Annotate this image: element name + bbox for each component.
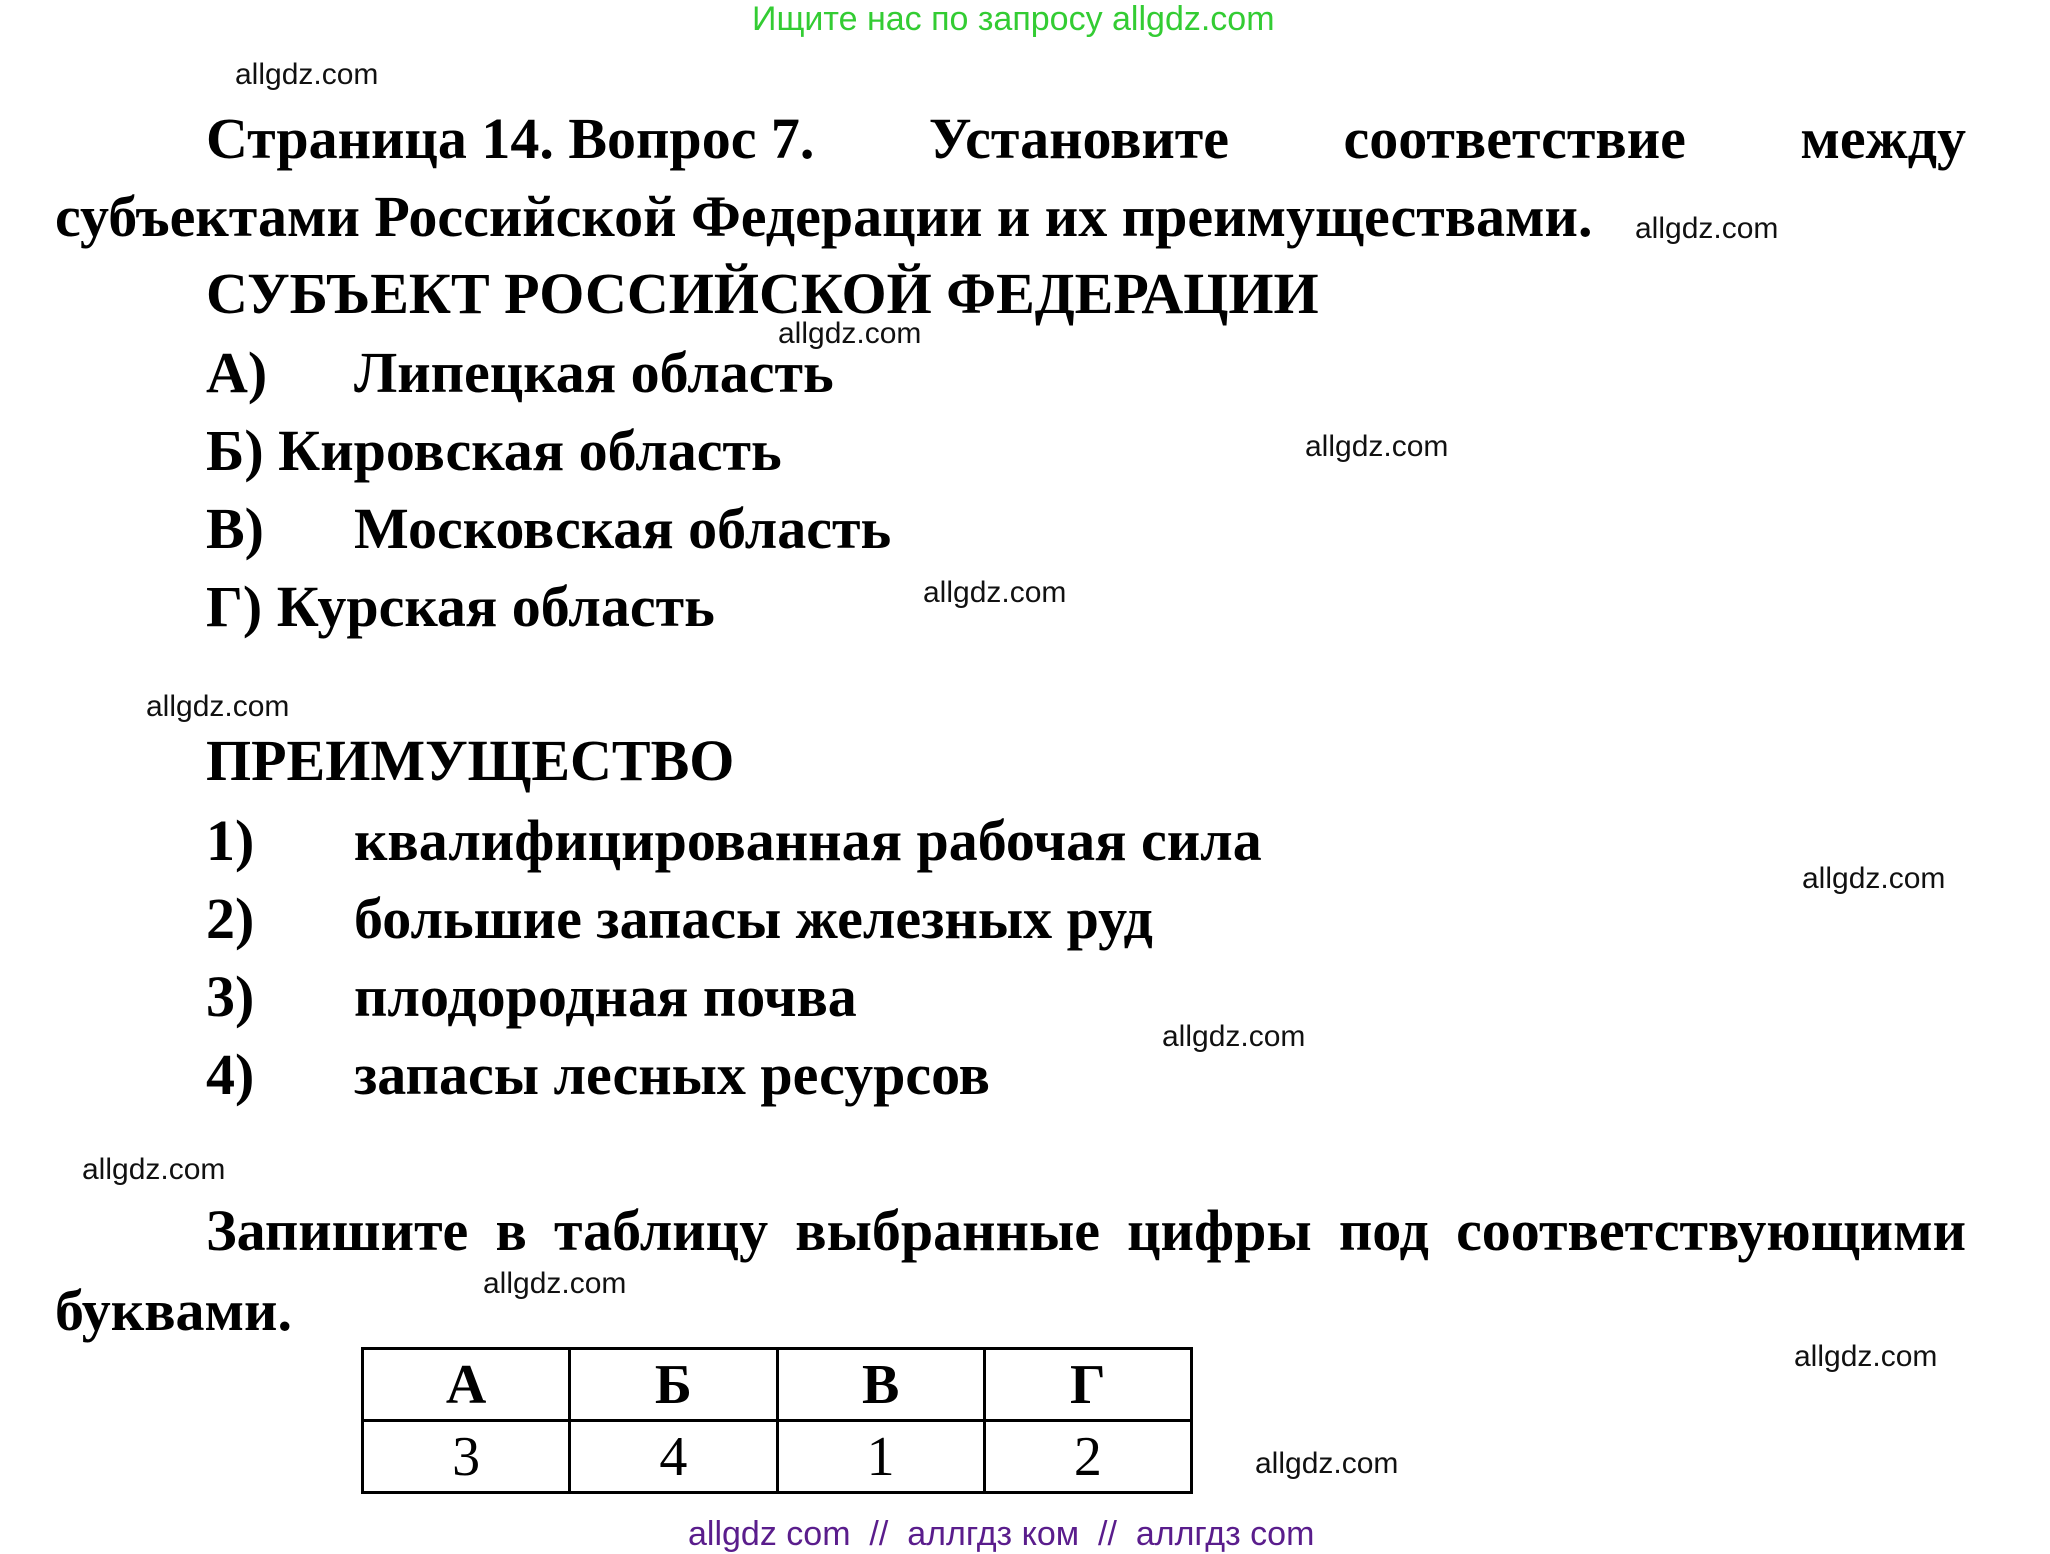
answer-table-value-cell: 4 bbox=[570, 1421, 777, 1493]
subject-item-g bbox=[206, 574, 715, 639]
answer-table-header-cell: Г bbox=[984, 1349, 1191, 1421]
question-line-2: субъектами Российской Федерации и их преимуществами. bbox=[55, 184, 1593, 249]
instruction-word: Запишите bbox=[206, 1198, 469, 1263]
instruction-word: выбранные bbox=[795, 1198, 1100, 1263]
advantages-heading: ПРЕИМУЩЕСТВО bbox=[206, 728, 735, 793]
watermark: allgdz.com bbox=[1635, 212, 1779, 245]
subject-name: Кировская область bbox=[278, 418, 782, 483]
advantage-item-4 bbox=[206, 1042, 990, 1107]
advantage-text: квалифицированная рабочая сила bbox=[354, 808, 1262, 873]
footer-part: allgdz com bbox=[688, 1515, 851, 1553]
footer-part: аллгдз ком bbox=[907, 1515, 1080, 1553]
answer-table-value-cell: 3 bbox=[363, 1421, 570, 1493]
watermark: allgdz.com bbox=[146, 690, 290, 723]
subject-letter: Б) bbox=[206, 418, 264, 483]
advantage-number: 4) bbox=[206, 1042, 255, 1107]
top-banner: Ищите нас по запросу allgdz.com bbox=[752, 0, 1275, 38]
advantage-number: 3) bbox=[206, 964, 255, 1029]
answer-table-header-cell: В bbox=[777, 1349, 984, 1421]
question-label: Страница 14. Вопрос 7. bbox=[206, 106, 815, 171]
watermark: allgdz.com bbox=[235, 58, 379, 91]
subject-item-a bbox=[206, 340, 834, 405]
subject-letter: В) bbox=[206, 496, 264, 561]
footer-separator: // bbox=[1098, 1515, 1117, 1553]
advantage-item-2 bbox=[206, 886, 1153, 951]
answer-table-value-cell: 2 bbox=[984, 1421, 1191, 1493]
answer-table-value-row bbox=[363, 1421, 1192, 1493]
footer-links bbox=[688, 1515, 1314, 1554]
instruction-line-2: буквами. bbox=[55, 1278, 292, 1343]
answer-table bbox=[361, 1347, 1193, 1494]
subject-name: Липецкая область bbox=[354, 340, 834, 405]
subject-item-v bbox=[206, 496, 892, 561]
watermark: allgdz.com bbox=[1255, 1447, 1399, 1480]
advantage-number: 1) bbox=[206, 808, 255, 873]
instruction-word: соответствующими bbox=[1456, 1198, 1966, 1263]
watermark: allgdz.com bbox=[1794, 1340, 1938, 1373]
subject-name: Курская область bbox=[276, 574, 715, 639]
advantage-text: плодородная почва bbox=[354, 964, 857, 1029]
subject-letter: А) bbox=[206, 340, 268, 405]
watermark: allgdz.com bbox=[1162, 1020, 1306, 1053]
advantage-item-1 bbox=[206, 808, 1262, 873]
instruction-line-1 bbox=[206, 1198, 1966, 1263]
question-word: соответствие bbox=[1343, 106, 1686, 171]
footer-part: аллгдз com bbox=[1135, 1515, 1315, 1553]
answer-table-header-cell: Б bbox=[570, 1349, 777, 1421]
advantage-text: запасы лесных ресурсов bbox=[354, 1042, 990, 1107]
subject-item-b bbox=[206, 418, 782, 483]
advantage-item-3 bbox=[206, 964, 857, 1029]
subject-letter: Г) bbox=[206, 574, 263, 639]
answer-table-header-cell: А bbox=[363, 1349, 570, 1421]
question-header bbox=[206, 106, 1966, 171]
instruction-word: таблицу bbox=[553, 1198, 769, 1263]
watermark: allgdz.com bbox=[483, 1267, 627, 1300]
instruction-word: под bbox=[1338, 1198, 1429, 1263]
advantage-number: 2) bbox=[206, 886, 255, 951]
subject-name: Московская область bbox=[354, 496, 892, 561]
instruction-word: в bbox=[495, 1198, 527, 1263]
instruction-word: цифры bbox=[1127, 1198, 1312, 1263]
watermark: allgdz.com bbox=[1305, 430, 1449, 463]
watermark: allgdz.com bbox=[778, 317, 922, 350]
watermark: allgdz.com bbox=[82, 1153, 226, 1186]
watermark: allgdz.com bbox=[1802, 862, 1946, 895]
answer-table-value-cell: 1 bbox=[777, 1421, 984, 1493]
question-word: между bbox=[1800, 106, 1966, 171]
advantage-text: большие запасы железных руд bbox=[354, 886, 1153, 951]
question-word: Установите bbox=[928, 106, 1230, 171]
subjects-heading: СУБЪЕКТ РОССИЙСКОЙ ФЕДЕРАЦИИ bbox=[206, 261, 1319, 326]
answer-table-header-row bbox=[363, 1349, 1192, 1421]
footer-separator: // bbox=[869, 1515, 889, 1553]
watermark: allgdz.com bbox=[923, 576, 1067, 609]
